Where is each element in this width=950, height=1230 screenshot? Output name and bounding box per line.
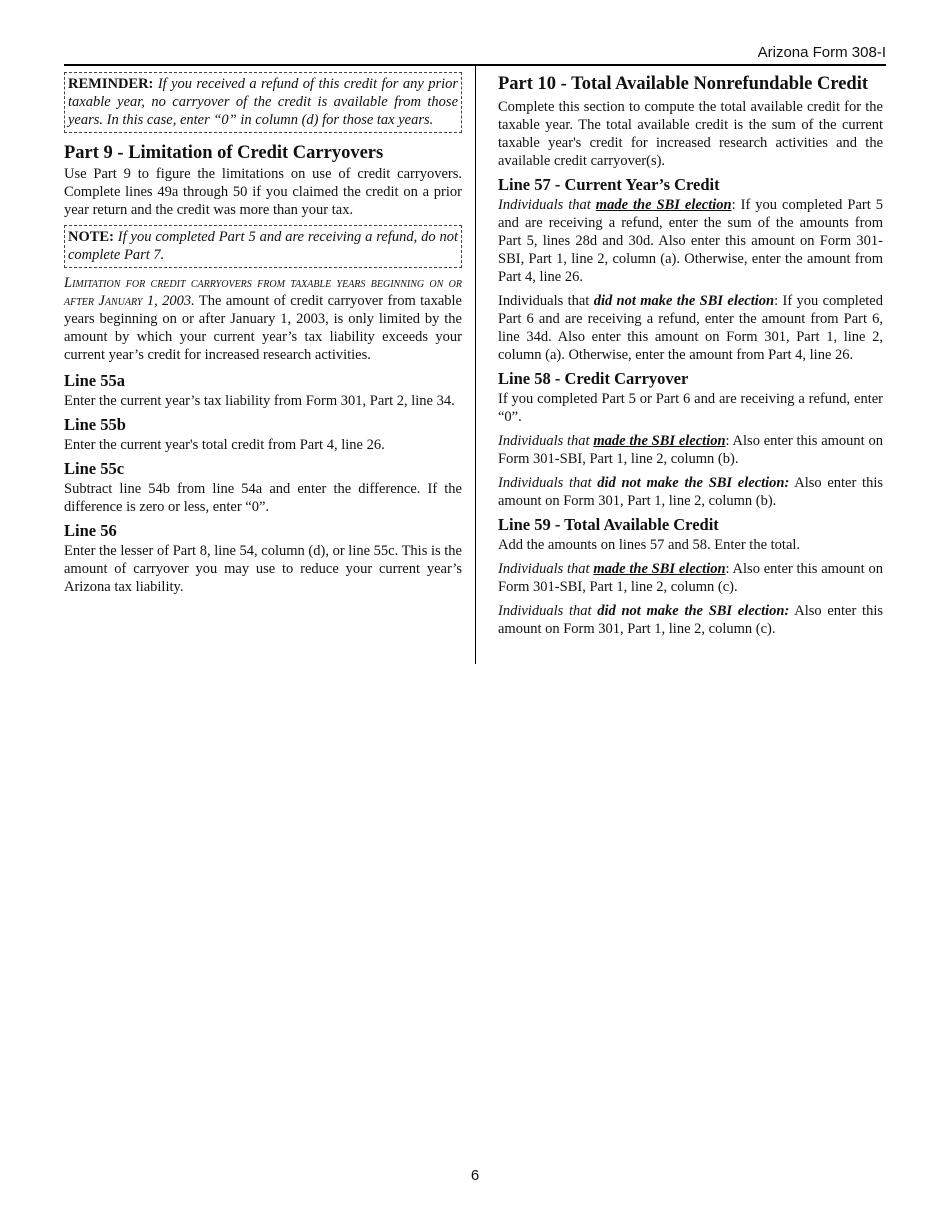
line57-p2-emph: did not make the SBI election <box>593 293 775 309</box>
note-lead: NOTE: <box>68 229 114 245</box>
form-id: Arizona Form 308-I <box>757 44 886 61</box>
line59-sbi-paragraph <box>498 560 883 596</box>
reminder-box <box>64 72 462 133</box>
line55c-title: Line 55c <box>64 459 125 478</box>
line55a-text: Enter the current year’s tax liability from Form 301, Part 2, line 34. <box>64 393 455 409</box>
line58-sbi-paragraph <box>498 432 883 468</box>
line58-p2-prefix: Individuals that <box>498 475 598 491</box>
line58-p2-text: Also enter this amount on Form 301, Part 1, line 2, column (b). <box>498 475 883 509</box>
right-column <box>498 72 883 638</box>
line57-nosbi-paragraph <box>498 292 883 364</box>
line57-sbi-paragraph <box>498 196 883 286</box>
page-number: 6 <box>470 1167 480 1184</box>
line55a-title: Line 55a <box>64 371 125 390</box>
line56-title: Line 56 <box>64 521 117 540</box>
left-column <box>64 72 462 596</box>
limitation-paragraph <box>64 274 462 364</box>
part10-intro: Complete this section to compute the total available credit for the taxable year. The total available credit is the sum of the current taxable year's credit for increased research activities and the available credit carryover(s). <box>498 99 883 169</box>
line59-p1-emph: made the SBI election <box>593 561 726 577</box>
part9-title: Part 9 - Limitation of Credit Carryovers <box>64 143 384 163</box>
line58-p1-text: : Also enter this amount on Form 301-SBI, Part 1, line 2, column (b). <box>498 433 883 467</box>
part9-intro: Use Part 9 to figure the limitations on use of credit carryovers. Complete lines 49a through 50 if you claimed the credit on a prior year return and the credit was more than your tax. <box>64 166 462 218</box>
part10-title: Part 10 - Total Available Nonrefundable Credit <box>498 74 869 94</box>
line57-p2-prefix: Individuals that <box>498 293 594 309</box>
line59-nosbi-paragraph <box>498 602 883 638</box>
line57-p1-text: : If you completed Part 5 and are receiving a refund, enter the sum of the amounts from Part 5, lines 28d and 30d. Also enter this amount on Form 301-SBI, Part 1, line 2, column (a). Otherwise, enter the amount from Part 4, line 26. <box>498 197 883 285</box>
note-text: If you completed Part 5 and are receiving a refund, do not complete Part 7. <box>68 229 458 263</box>
line58-title: Line 58 - Credit Carryover <box>498 369 689 388</box>
line55b-title: Line 55b <box>64 415 126 434</box>
limitation-heading: Limitation for credit carryovers from taxable years beginning on or after January 1, 2003. <box>64 275 462 309</box>
line58-intro: If you completed Part 5 or Part 6 and are receiving a refund, enter “0”. <box>498 391 883 425</box>
line55b-text: Enter the current year's total credit from Part 4, line 26. <box>64 437 385 453</box>
line57-p2-text: : If you completed Part 6 and are receiving a refund, enter the amount from Part 6, line 34d. Also enter this amount on Form 301, Part 1, line 2, column (a). Otherwise, enter the amount from Part 4, line 26. <box>498 293 883 363</box>
line59-p1-prefix: Individuals that <box>498 561 594 577</box>
line59-title: Line 59 - Total Available Credit <box>498 515 719 534</box>
line57-p1-emph: made the SBI election <box>595 197 732 213</box>
line59-p1-text: : Also enter this amount on Form 301-SBI, Part 1, line 2, column (c). <box>498 561 883 595</box>
reminder-lead: REMINDER: <box>68 76 154 92</box>
line57-p1-prefix: Individuals that <box>498 197 596 213</box>
line58-nosbi-paragraph <box>498 474 883 510</box>
limitation-text: The amount of credit carryover from taxable years beginning on or after January 1, 2003, is only limited by the amount by which your current year’s tax liability exceeds your current year’s credit for increased research activities. <box>64 293 462 363</box>
line56-text: Enter the lesser of Part 8, line 54, column (d), or line 55c. This is the amount of carryover you may use to reduce your current year’s Arizona tax liability. <box>64 543 462 595</box>
reminder-text: If you received a refund of this credit for any prior taxable year, no carryover of the credit is available from those years. In this case, enter “0” in column (d) for those tax years. <box>68 76 459 128</box>
line59-p2-emph: did not make the SBI election: <box>597 603 790 619</box>
line58-p1-prefix: Individuals that <box>498 433 594 449</box>
line57-title: Line 57 - Current Year’s Credit <box>498 175 720 194</box>
column-divider <box>475 66 476 664</box>
note-box <box>64 225 462 268</box>
line58-p1-emph: made the SBI election <box>593 433 726 449</box>
line59-p2-text: Also enter this amount on Form 301, Part 1, line 2, column (c). <box>498 603 883 637</box>
line59-intro: Add the amounts on lines 57 and 58. Enter the total. <box>498 537 801 553</box>
line59-p2-prefix: Individuals that <box>498 603 598 619</box>
line55c-text: Subtract line 54b from line 54a and enter the difference. If the difference is zero or less, enter “0”. <box>64 481 462 515</box>
line58-p2-emph: did not make the SBI election: <box>597 475 790 491</box>
